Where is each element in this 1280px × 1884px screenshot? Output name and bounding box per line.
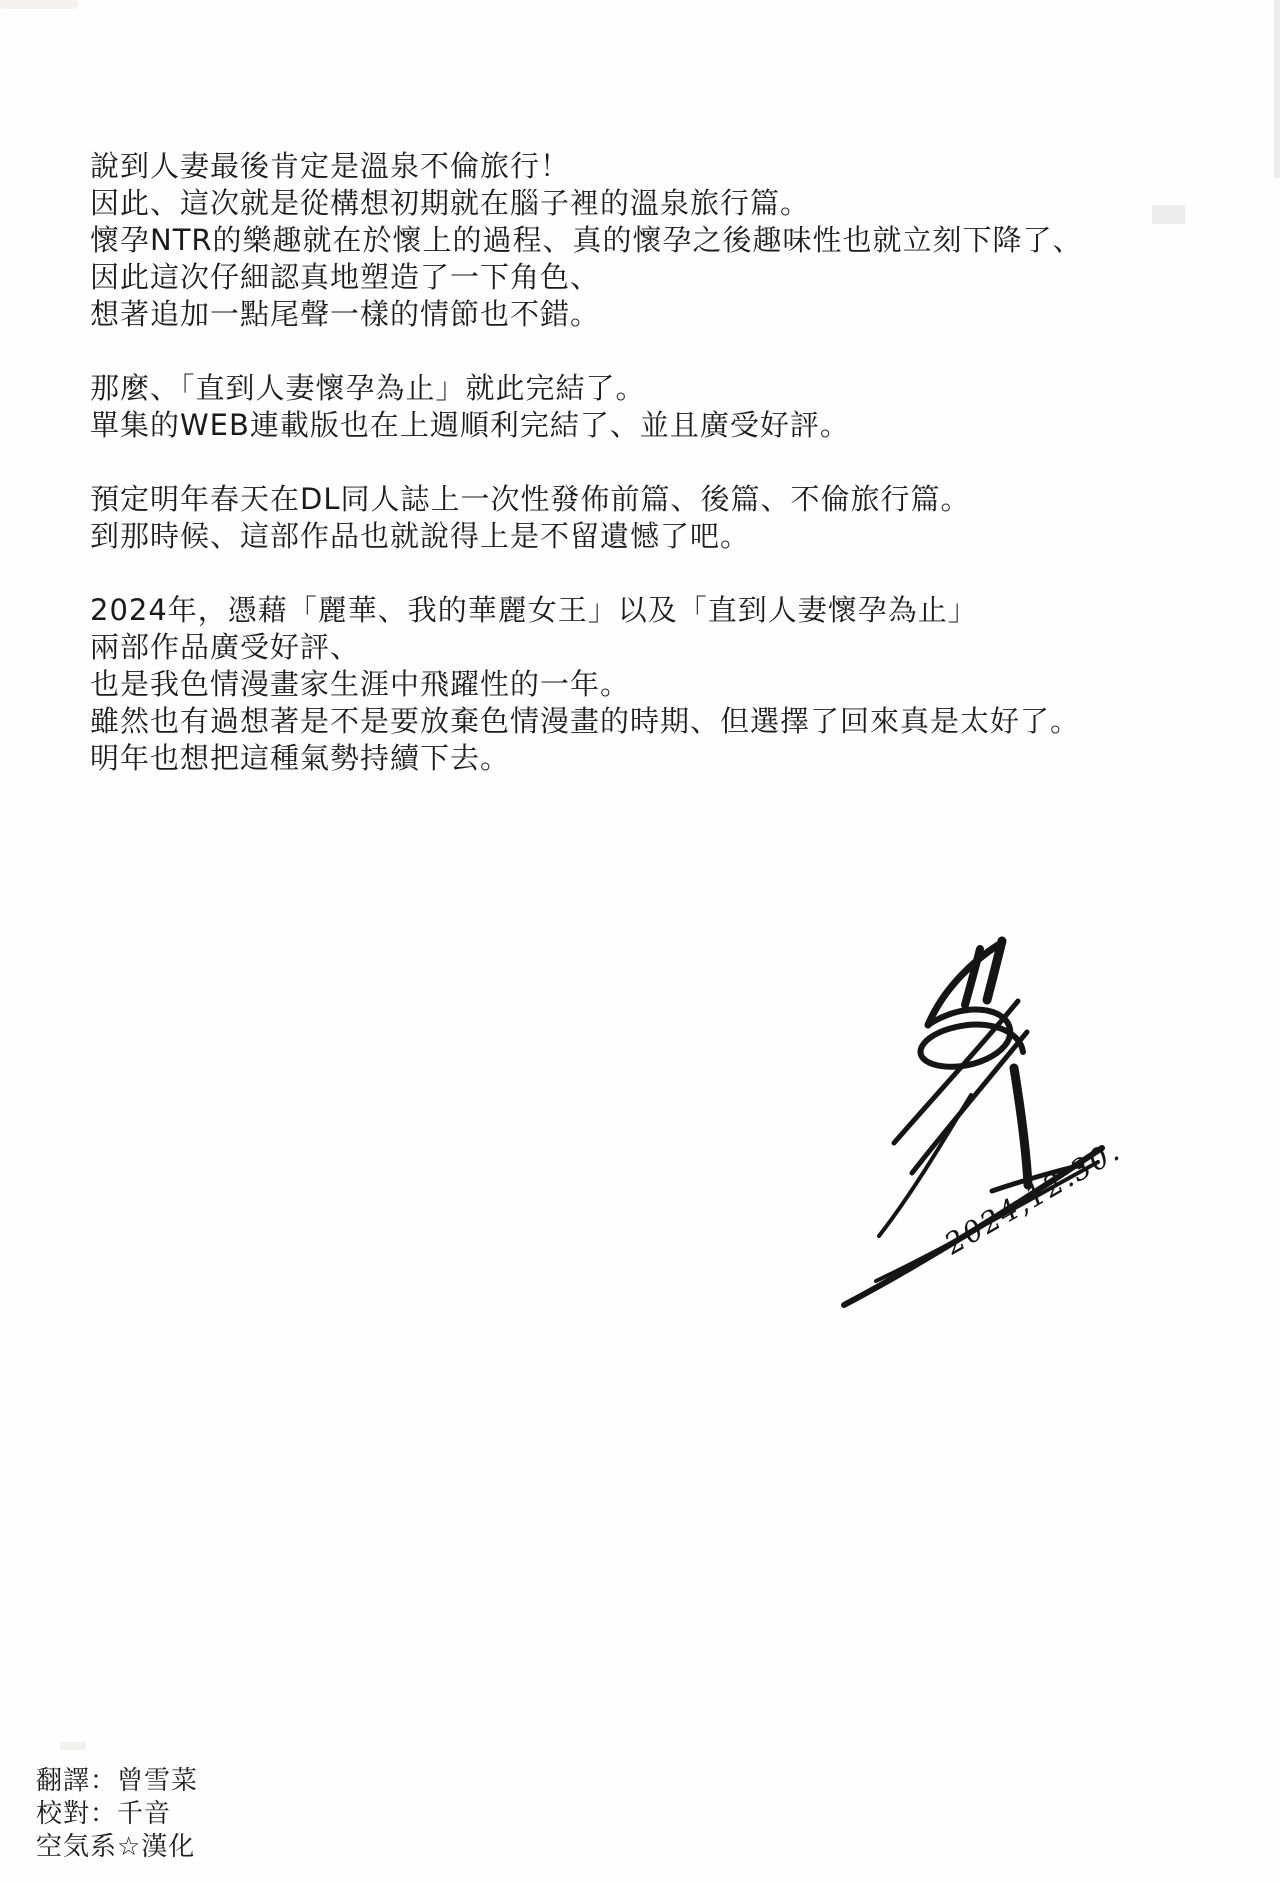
text-line: 明年也想把這種氣勢持續下去。 bbox=[90, 741, 511, 775]
text-line: 懷孕NTR的樂趣就在於懷上的過程、真的懷孕之後趣味性也就立刻下降了、 bbox=[90, 223, 1083, 257]
text-line: 預定明年春天在DL同人誌上一次性發佈前篇、後篇、不倫旅行篇。 bbox=[90, 482, 971, 516]
text-line: 2024年，憑藉「麗華、我的華麗女王」以及「直到人妻懷孕為止」 bbox=[90, 593, 978, 627]
scan-artifact bbox=[60, 1742, 86, 1750]
scan-artifact bbox=[1152, 205, 1185, 224]
text-line: 因此、這次就是從構想初期就在腦子裡的溫泉旅行篇。 bbox=[90, 186, 811, 220]
credit-translator: 翻譯：曾雪菜 bbox=[36, 1766, 199, 1796]
artist-signature bbox=[830, 905, 1150, 1335]
text-line: 想著追加一點尾聲一樣的情節也不錯。 bbox=[90, 297, 601, 331]
signature-date: 2024,12.30. bbox=[938, 1132, 1127, 1262]
paragraph bbox=[90, 481, 1083, 555]
text-line: 單集的WEB連載版也在上週順利完結了、並且廣受好評。 bbox=[90, 408, 850, 442]
text-line: 雖然也有過想著是不是要放棄色情漫畫的時期、但選擇了回來真是太好了。 bbox=[90, 704, 1081, 738]
paragraph bbox=[90, 370, 1083, 444]
translation-credits bbox=[36, 1765, 198, 1864]
text-line: 也是我色情漫畫家生涯中飛躍性的一年。 bbox=[90, 667, 631, 701]
scan-artifact bbox=[1274, 0, 1280, 178]
text-line: 那麼、「直到人妻懷孕為止」就此完結了。 bbox=[90, 371, 646, 405]
text-line: 因此這次仔細認真地塑造了一下角色、 bbox=[90, 260, 601, 294]
afterword-text-block bbox=[90, 148, 1083, 814]
credit-proofreader: 校對：千音 bbox=[36, 1799, 172, 1829]
scan-artifact bbox=[0, 0, 78, 9]
text-line: 說到人妻最後肯定是溫泉不倫旅行！ bbox=[90, 149, 571, 183]
text-line: 到那時候、這部作品也就說得上是不留遺憾了吧。 bbox=[90, 519, 751, 553]
paragraph bbox=[90, 148, 1083, 333]
text-line: 兩部作品廣受好評、 bbox=[90, 630, 361, 664]
credit-group: 空気系☆漢化 bbox=[36, 1832, 196, 1862]
signature-flourish-drawing bbox=[830, 905, 1150, 1335]
paragraph bbox=[90, 592, 1083, 777]
